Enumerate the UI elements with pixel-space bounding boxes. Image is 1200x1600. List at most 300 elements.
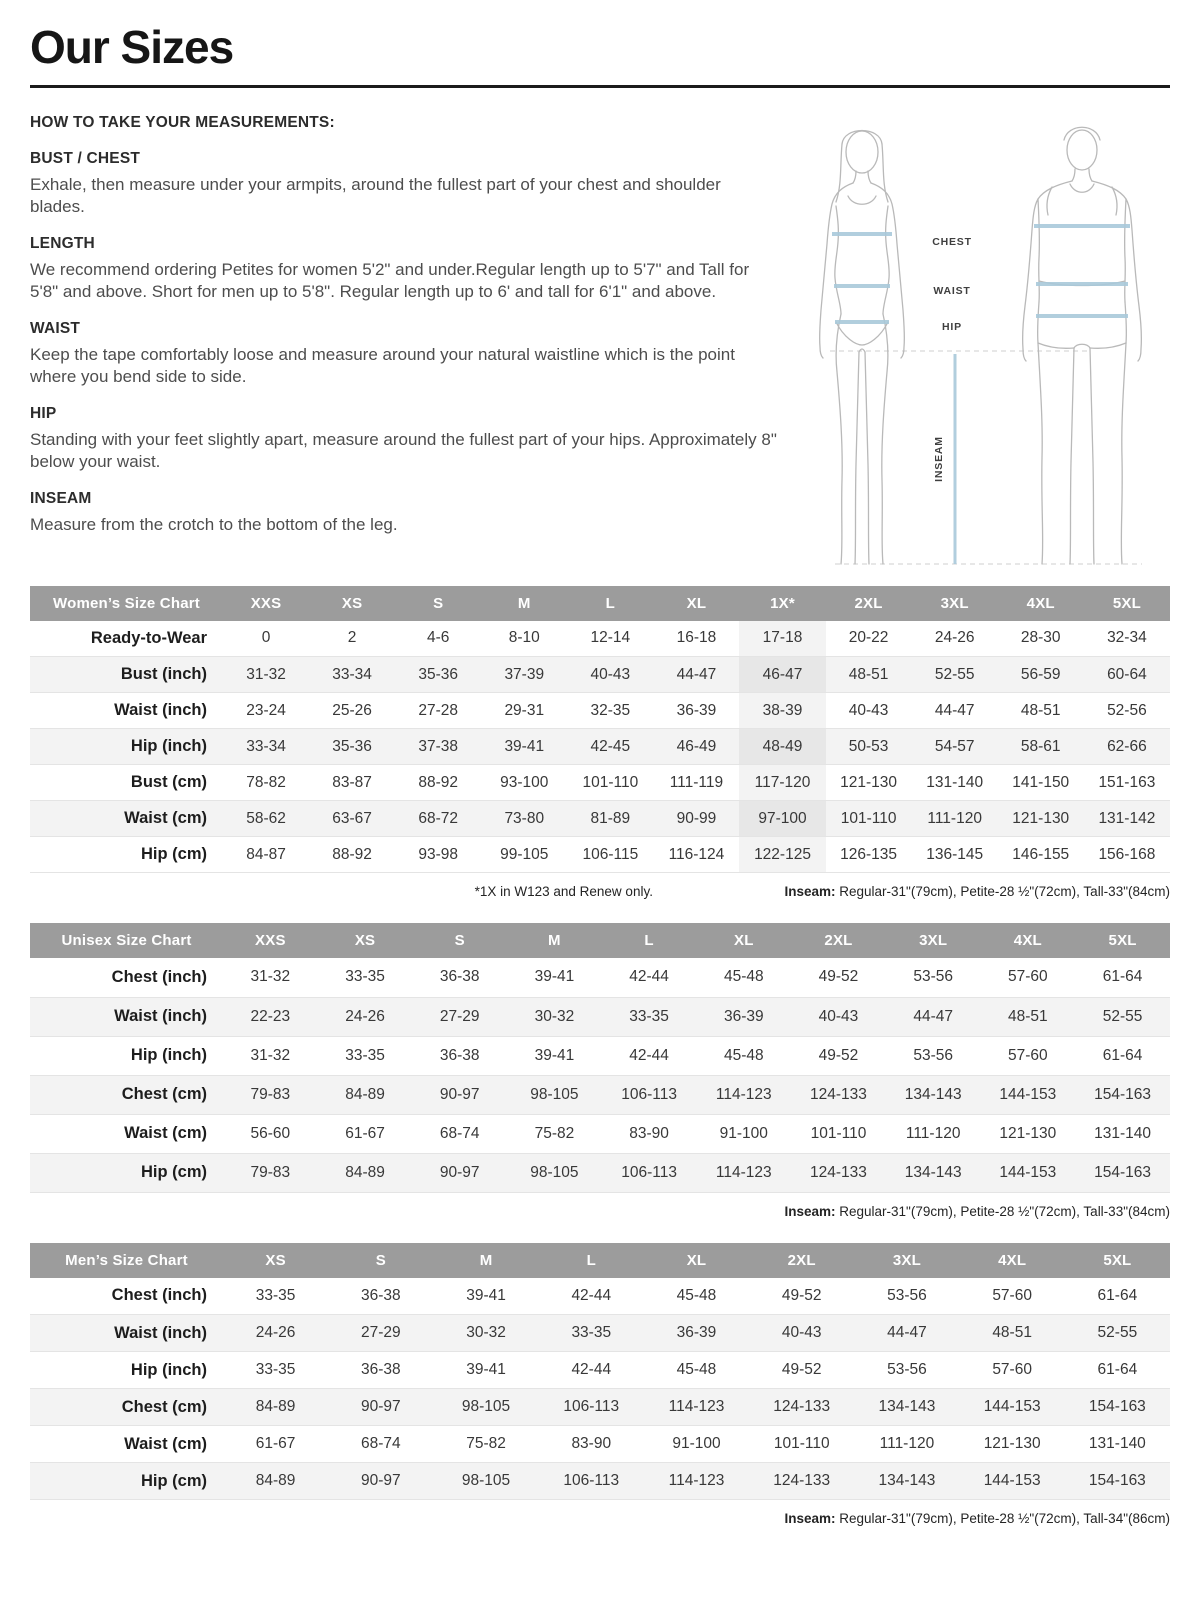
table-cell: 33-35 xyxy=(345,1046,385,1064)
column-header: XS xyxy=(223,1243,328,1278)
section-title: LENGTH xyxy=(30,234,95,252)
table-cell: 134-143 xyxy=(904,1085,962,1103)
table-cell: 151-163 xyxy=(1098,773,1156,791)
table-cell: 45-48 xyxy=(723,968,764,986)
table-cell: 63-67 xyxy=(332,809,372,827)
table-cell: 84-89 xyxy=(345,1163,385,1181)
table-cell: 156-168 xyxy=(1098,845,1156,863)
table-cell: 45-48 xyxy=(723,1046,764,1064)
inseam-footnote-text: Regular-31"(79cm), Petite-28 ½"(72cm), Tall-33"(84cm) xyxy=(839,1203,1170,1219)
table-cell: 0 xyxy=(261,629,271,647)
table-row xyxy=(30,1036,1170,1075)
column-header: 1X* xyxy=(739,586,825,621)
column-header: XS xyxy=(318,923,413,958)
table-cell: 33-35 xyxy=(255,1286,296,1304)
section-body: Measure from the crotch to the bottom of the leg. xyxy=(30,515,398,535)
table-cell: 44-47 xyxy=(887,1324,927,1342)
table-cell: 24-26 xyxy=(345,1007,385,1025)
section-body: Standing with your feet slightly apart, measure around the fullest part of your hips. Approximately 8" below your waist. xyxy=(30,430,777,472)
section-inseam xyxy=(30,490,778,536)
column-header: XXS xyxy=(223,923,318,958)
table-cell: 61-64 xyxy=(1097,1286,1138,1304)
table-cell: 114-123 xyxy=(715,1163,772,1181)
table-cell: 39-41 xyxy=(534,1046,575,1064)
column-header: L xyxy=(567,586,653,621)
table-cell: 48-51 xyxy=(1020,701,1061,719)
table-cell: 42-44 xyxy=(629,968,669,986)
header-row xyxy=(30,923,1170,958)
table-cell: 75-82 xyxy=(534,1124,575,1142)
womens-footnotes xyxy=(30,884,1170,899)
table-cell: 57-60 xyxy=(1008,968,1048,986)
table-cell: 33-34 xyxy=(246,737,286,755)
table-row xyxy=(30,1389,1170,1426)
section-body: Exhale, then measure under your armpits, around the fullest part of your chest and shoulder blades. xyxy=(30,174,721,216)
table-cell: 99-105 xyxy=(500,845,549,863)
column-header: S xyxy=(328,1243,433,1278)
column-header: M xyxy=(507,923,602,958)
table-cell: 42-44 xyxy=(629,1046,669,1064)
table-cell: 131-140 xyxy=(1094,1124,1152,1142)
table-cell: 90-97 xyxy=(361,1398,401,1416)
column-header: 5XL xyxy=(1065,1243,1170,1278)
section-hip xyxy=(30,405,778,473)
column-header: 2XL xyxy=(826,586,912,621)
table-cell: 58-61 xyxy=(1020,737,1061,755)
table-cell: 16-18 xyxy=(676,629,717,647)
table-cell: 36-38 xyxy=(439,1046,480,1064)
table-cell: 144-153 xyxy=(999,1163,1057,1181)
table-cell: 114-123 xyxy=(668,1398,725,1416)
table-row xyxy=(30,1463,1170,1500)
table-cell: 68-74 xyxy=(361,1435,401,1453)
table-cell: 53-56 xyxy=(913,1046,953,1064)
table-row xyxy=(30,837,1170,873)
page-title: Our Sizes xyxy=(30,21,234,73)
column-header: XL xyxy=(644,1243,749,1278)
column-header: L xyxy=(602,923,697,958)
table-cell: 75-82 xyxy=(466,1435,506,1453)
table-cell: 33-35 xyxy=(345,968,385,986)
section-length xyxy=(30,235,778,303)
hip-label: HIP xyxy=(942,320,962,333)
table-cell: 68-74 xyxy=(439,1124,480,1142)
table-row xyxy=(30,729,1170,765)
mens-size-chart-table xyxy=(30,1243,1170,1501)
row-label: Waist (cm) xyxy=(124,1434,207,1453)
table-cell: 146-155 xyxy=(1012,845,1070,863)
table-cell: 90-97 xyxy=(439,1163,480,1181)
table-cell: 121-130 xyxy=(983,1435,1041,1453)
table-cell: 90-97 xyxy=(439,1085,480,1103)
column-header: 4XL xyxy=(981,923,1076,958)
table-cell: 50-53 xyxy=(848,737,889,755)
table-cell: 91-100 xyxy=(719,1124,768,1142)
table-cell: 42-44 xyxy=(571,1361,612,1379)
table-cell: 12-14 xyxy=(590,629,631,647)
table-cell: 122-125 xyxy=(739,837,825,873)
row-label: Hip (inch) xyxy=(130,1046,207,1065)
table-title: Men’s Size Chart xyxy=(30,1243,223,1278)
table-cell: 23-24 xyxy=(246,701,286,719)
measure-labels xyxy=(932,236,972,482)
table-cell: 36-39 xyxy=(676,1324,717,1342)
footnote-inseam xyxy=(784,1511,1170,1526)
row-label: Waist (inch) xyxy=(114,701,207,720)
table-cell: 42-44 xyxy=(571,1286,612,1304)
table-cell: 56-59 xyxy=(1020,665,1061,683)
table-cell: 144-153 xyxy=(983,1398,1041,1416)
table-cell: 48-51 xyxy=(1008,1007,1048,1025)
column-header: 4XL xyxy=(998,586,1084,621)
table-cell: 25-26 xyxy=(332,701,372,719)
table-cell: 48-51 xyxy=(848,665,889,683)
table-row xyxy=(30,765,1170,801)
inseam-guide-lines xyxy=(830,351,1142,564)
unisex-size-chart-table xyxy=(30,923,1170,1193)
table-cell: 54-57 xyxy=(934,737,975,755)
table-cell: 98-105 xyxy=(530,1085,579,1103)
table-cell: 91-100 xyxy=(672,1435,721,1453)
table-row xyxy=(30,693,1170,729)
table-cell: 30-32 xyxy=(466,1324,506,1342)
table-cell: 32-34 xyxy=(1107,629,1147,647)
table-cell: 98-105 xyxy=(461,1398,511,1416)
table-cell: 40-43 xyxy=(818,1007,859,1025)
table-row xyxy=(30,997,1170,1036)
table-cell: 60-64 xyxy=(1107,665,1147,683)
womens-size-chart xyxy=(30,586,1170,874)
table-cell: 40-43 xyxy=(590,665,631,683)
table-cell: 121-130 xyxy=(1012,809,1070,827)
table-cell: 111-120 xyxy=(927,809,982,827)
table-cell: 2 xyxy=(347,629,357,647)
table-cell: 83-87 xyxy=(332,773,372,791)
table-cell: 44-47 xyxy=(676,665,717,683)
table-row xyxy=(30,621,1170,657)
table-cell: 131-140 xyxy=(1088,1435,1146,1453)
row-label: Hip (inch) xyxy=(130,737,207,756)
header-row xyxy=(30,1243,1170,1278)
table-row xyxy=(30,1114,1170,1153)
table-cell: 40-43 xyxy=(848,701,889,719)
table-cell: 134-143 xyxy=(878,1472,936,1490)
table-cell: 88-92 xyxy=(418,773,459,791)
section-title: HIP xyxy=(30,405,57,423)
table-cell: 31-32 xyxy=(250,1046,291,1064)
row-label: Chest (inch) xyxy=(111,1286,207,1305)
table-row xyxy=(30,1075,1170,1114)
row-label: Bust (inch) xyxy=(120,665,207,684)
chest-label: CHEST xyxy=(932,235,972,248)
male-figure xyxy=(1023,127,1142,564)
table-cell: 124-133 xyxy=(810,1085,867,1103)
table-cell: 27-29 xyxy=(361,1324,401,1342)
table-cell: 141-150 xyxy=(1012,773,1070,791)
row-label: Ready-to-Wear xyxy=(90,628,207,647)
table-cell: 37-39 xyxy=(504,665,545,683)
table-cell: 93-98 xyxy=(418,845,459,863)
table-cell: 62-66 xyxy=(1107,737,1147,755)
column-header: 3XL xyxy=(854,1243,959,1278)
table-cell: 39-41 xyxy=(466,1361,506,1379)
section-bust-chest xyxy=(30,150,778,218)
table-cell: 46-47 xyxy=(739,657,825,693)
column-header: M xyxy=(481,586,567,621)
section-body: We recommend ordering Petites for women 5'2" and under.Regular length up to 5'7" and Tall for 5'8" and above. Short for men up to 5'8". Regular length up to 6' and tall for 6'1" and above. xyxy=(30,259,750,301)
column-header: S xyxy=(395,586,481,621)
column-header: 2XL xyxy=(791,923,886,958)
table-cell: 61-64 xyxy=(1102,968,1143,986)
table-cell: 90-97 xyxy=(361,1472,401,1490)
table-cell: 24-26 xyxy=(255,1324,296,1342)
table-cell: 35-36 xyxy=(332,737,372,755)
table-cell: 106-113 xyxy=(621,1163,677,1181)
table-row xyxy=(30,1278,1170,1315)
table-row xyxy=(30,958,1170,997)
table-cell: 88-92 xyxy=(332,845,372,863)
table-cell: 45-48 xyxy=(676,1286,717,1304)
table-cell: 73-80 xyxy=(504,809,545,827)
female-figure xyxy=(820,130,905,564)
row-label: Hip (inch) xyxy=(130,1360,207,1379)
table-cell: 36-38 xyxy=(439,968,480,986)
table-cell: 111-120 xyxy=(905,1124,961,1142)
table-cell: 121-130 xyxy=(999,1124,1057,1142)
table-cell: 53-56 xyxy=(913,968,953,986)
table-title: Women’s Size Chart xyxy=(30,586,223,621)
table-cell: 144-153 xyxy=(999,1085,1057,1103)
table-row xyxy=(30,1153,1170,1192)
table-cell: 24-26 xyxy=(934,629,975,647)
table-cell: 98-105 xyxy=(530,1163,579,1181)
table-cell: 33-34 xyxy=(332,665,372,683)
table-cell: 116-124 xyxy=(668,845,725,863)
table-cell: 49-52 xyxy=(781,1361,822,1379)
table-cell: 78-82 xyxy=(246,773,286,791)
table-cell: 31-32 xyxy=(246,665,286,683)
table-cell: 56-60 xyxy=(250,1124,291,1142)
section-body: Keep the tape comfortably loose and measure around your natural waistline which is the point where you bend side to side. xyxy=(30,344,735,387)
table-cell: 131-140 xyxy=(926,773,984,791)
table-cell: 134-143 xyxy=(904,1163,962,1181)
inseam-label: INSEAM xyxy=(933,435,945,482)
unisex-size-chart xyxy=(30,923,1170,1193)
table-title: Unisex Size Chart xyxy=(30,923,223,958)
table-cell: 90-99 xyxy=(676,809,717,827)
column-header: 4XL xyxy=(960,1243,1065,1278)
table-cell: 49-52 xyxy=(781,1286,822,1304)
row-label: Hip (cm) xyxy=(141,1163,207,1182)
table-cell: 83-90 xyxy=(629,1124,669,1142)
table-cell: 101-110 xyxy=(840,809,897,827)
inseam-footnote-label: Inseam: xyxy=(784,1203,836,1219)
table-cell: 48-49 xyxy=(739,729,825,765)
waist-label: WAIST xyxy=(933,284,971,297)
table-row xyxy=(30,1426,1170,1463)
row-label: Chest (cm) xyxy=(121,1397,207,1416)
table-cell: 111-120 xyxy=(879,1435,935,1453)
table-cell: 44-47 xyxy=(934,701,975,719)
table-cell: 126-135 xyxy=(840,845,898,863)
table-cell: 58-62 xyxy=(246,809,286,827)
table-cell: 46-49 xyxy=(676,737,717,755)
measurement-diagram xyxy=(778,114,1170,586)
table-row xyxy=(30,1352,1170,1389)
table-cell: 84-87 xyxy=(246,845,286,863)
table-cell: 22-23 xyxy=(250,1007,291,1025)
table-cell: 106-113 xyxy=(563,1398,620,1416)
table-cell: 33-35 xyxy=(255,1361,296,1379)
table-cell: 131-142 xyxy=(1098,809,1156,827)
table-cell: 31-32 xyxy=(250,968,291,986)
column-header: XXS xyxy=(223,586,309,621)
table-cell: 39-41 xyxy=(534,968,575,986)
section-title: WAIST xyxy=(30,319,81,337)
footnote-inseam xyxy=(784,884,1170,899)
table-cell: 61-64 xyxy=(1102,1046,1143,1064)
table-cell: 154-163 xyxy=(1088,1472,1146,1490)
table-cell: 124-133 xyxy=(773,1472,831,1490)
column-header: 2XL xyxy=(749,1243,854,1278)
table-cell: 61-64 xyxy=(1097,1361,1138,1379)
table-cell: 8-10 xyxy=(508,629,540,647)
table-cell: 17-18 xyxy=(739,621,825,657)
table-cell: 28-30 xyxy=(1020,629,1061,647)
section-waist xyxy=(30,320,778,388)
womens-size-chart-table xyxy=(30,586,1170,874)
table-row xyxy=(30,1315,1170,1352)
table-cell: 53-56 xyxy=(887,1286,927,1304)
measurement-guide xyxy=(30,114,1170,586)
header-row xyxy=(30,586,1170,621)
table-cell: 36-39 xyxy=(723,1007,764,1025)
table-cell: 49-52 xyxy=(818,968,859,986)
column-header: L xyxy=(539,1243,644,1278)
row-label: Waist (inch) xyxy=(114,1007,207,1026)
row-label: Chest (cm) xyxy=(121,1085,207,1104)
table-cell: 61-67 xyxy=(345,1124,385,1142)
table-cell: 57-60 xyxy=(1008,1046,1048,1064)
measurement-instructions xyxy=(30,114,778,586)
table-cell: 4-6 xyxy=(426,629,450,647)
row-label: Waist (cm) xyxy=(124,809,207,828)
table-cell: 97-100 xyxy=(739,801,825,837)
table-cell: 27-29 xyxy=(439,1007,480,1025)
mens-size-chart xyxy=(30,1243,1170,1501)
table-cell: 37-38 xyxy=(418,737,459,755)
table-cell: 101-110 xyxy=(773,1435,830,1453)
table-cell: 38-39 xyxy=(739,693,825,729)
table-cell: 101-110 xyxy=(810,1124,867,1142)
table-cell: 114-123 xyxy=(668,1472,725,1490)
table-row xyxy=(30,657,1170,693)
column-header: S xyxy=(412,923,507,958)
guide-heading: HOW TO TAKE YOUR MEASUREMENTS: xyxy=(30,113,335,131)
column-header: 3XL xyxy=(886,923,981,958)
table-cell: 33-35 xyxy=(571,1324,612,1342)
table-cell: 57-60 xyxy=(992,1286,1032,1304)
table-cell: 20-22 xyxy=(848,629,889,647)
table-cell: 154-163 xyxy=(1088,1398,1146,1416)
footnote-1x: *1X in W123 and Renew only. xyxy=(474,884,653,900)
column-header: XL xyxy=(653,586,739,621)
table-cell: 84-89 xyxy=(255,1472,296,1490)
column-header: 5XL xyxy=(1075,923,1170,958)
column-header: 5XL xyxy=(1084,586,1170,621)
table-cell: 33-35 xyxy=(629,1007,669,1025)
table-cell: 106-115 xyxy=(582,845,639,863)
table-cell: 144-153 xyxy=(983,1472,1041,1490)
section-title: INSEAM xyxy=(30,490,92,508)
table-cell: 27-28 xyxy=(418,701,459,719)
table-cell: 36-38 xyxy=(361,1286,401,1304)
table-cell: 29-31 xyxy=(504,701,545,719)
row-label: Chest (inch) xyxy=(111,967,207,986)
table-cell: 124-133 xyxy=(810,1163,867,1181)
table-cell: 52-55 xyxy=(934,665,975,683)
table-cell: 79-83 xyxy=(250,1085,291,1103)
table-cell: 134-143 xyxy=(878,1398,936,1416)
table-cell: 111-119 xyxy=(669,773,724,791)
table-cell: 93-100 xyxy=(500,773,549,791)
inseam-footnote-label: Inseam: xyxy=(784,1511,836,1527)
column-header: XS xyxy=(309,586,395,621)
table-cell: 106-113 xyxy=(621,1085,677,1103)
row-label: Waist (inch) xyxy=(114,1323,207,1342)
table-cell: 84-89 xyxy=(255,1398,296,1416)
table-cell: 39-41 xyxy=(466,1286,506,1304)
table-cell: 106-113 xyxy=(563,1472,620,1490)
unisex-footnotes xyxy=(30,1204,1170,1219)
table-cell: 53-56 xyxy=(887,1361,927,1379)
table-cell: 124-133 xyxy=(773,1398,831,1416)
table-cell: 36-39 xyxy=(676,701,717,719)
inseam-footnote-text: Regular-31"(79cm), Petite-28 ½"(72cm), Tall-33"(84cm) xyxy=(839,884,1170,900)
row-label: Bust (cm) xyxy=(130,773,207,792)
table-cell: 39-41 xyxy=(504,737,545,755)
table-cell: 68-72 xyxy=(418,809,459,827)
table-cell: 61-67 xyxy=(255,1435,296,1453)
table-cell: 154-163 xyxy=(1094,1085,1152,1103)
section-title: BUST / CHEST xyxy=(30,149,141,167)
table-cell: 98-105 xyxy=(461,1472,511,1490)
table-cell: 42-45 xyxy=(590,737,631,755)
table-cell: 117-120 xyxy=(739,765,825,801)
table-cell: 52-55 xyxy=(1097,1324,1138,1342)
title-divider xyxy=(30,85,1170,88)
inseam-footnote-text: Regular-31"(79cm), Petite-28 ½"(72cm), Tall-34"(86cm) xyxy=(839,1511,1170,1527)
row-label: Hip (cm) xyxy=(141,845,207,864)
column-header: 3XL xyxy=(912,586,998,621)
table-cell: 30-32 xyxy=(534,1007,575,1025)
footnote-inseam xyxy=(784,1204,1170,1219)
mens-footnotes xyxy=(30,1511,1170,1526)
measure-lines xyxy=(832,226,1130,564)
column-header: XL xyxy=(696,923,791,958)
table-cell: 57-60 xyxy=(992,1361,1032,1379)
table-cell: 101-110 xyxy=(582,773,639,791)
table-cell: 136-145 xyxy=(926,845,984,863)
table-cell: 154-163 xyxy=(1094,1163,1152,1181)
table-cell: 48-51 xyxy=(992,1324,1032,1342)
table-cell: 35-36 xyxy=(418,665,459,683)
body-measurement-illustration xyxy=(790,114,1170,586)
table-cell: 52-55 xyxy=(1102,1007,1143,1025)
table-cell: 36-38 xyxy=(361,1361,401,1379)
table-cell: 83-90 xyxy=(571,1435,612,1453)
table-cell: 114-123 xyxy=(715,1085,772,1103)
